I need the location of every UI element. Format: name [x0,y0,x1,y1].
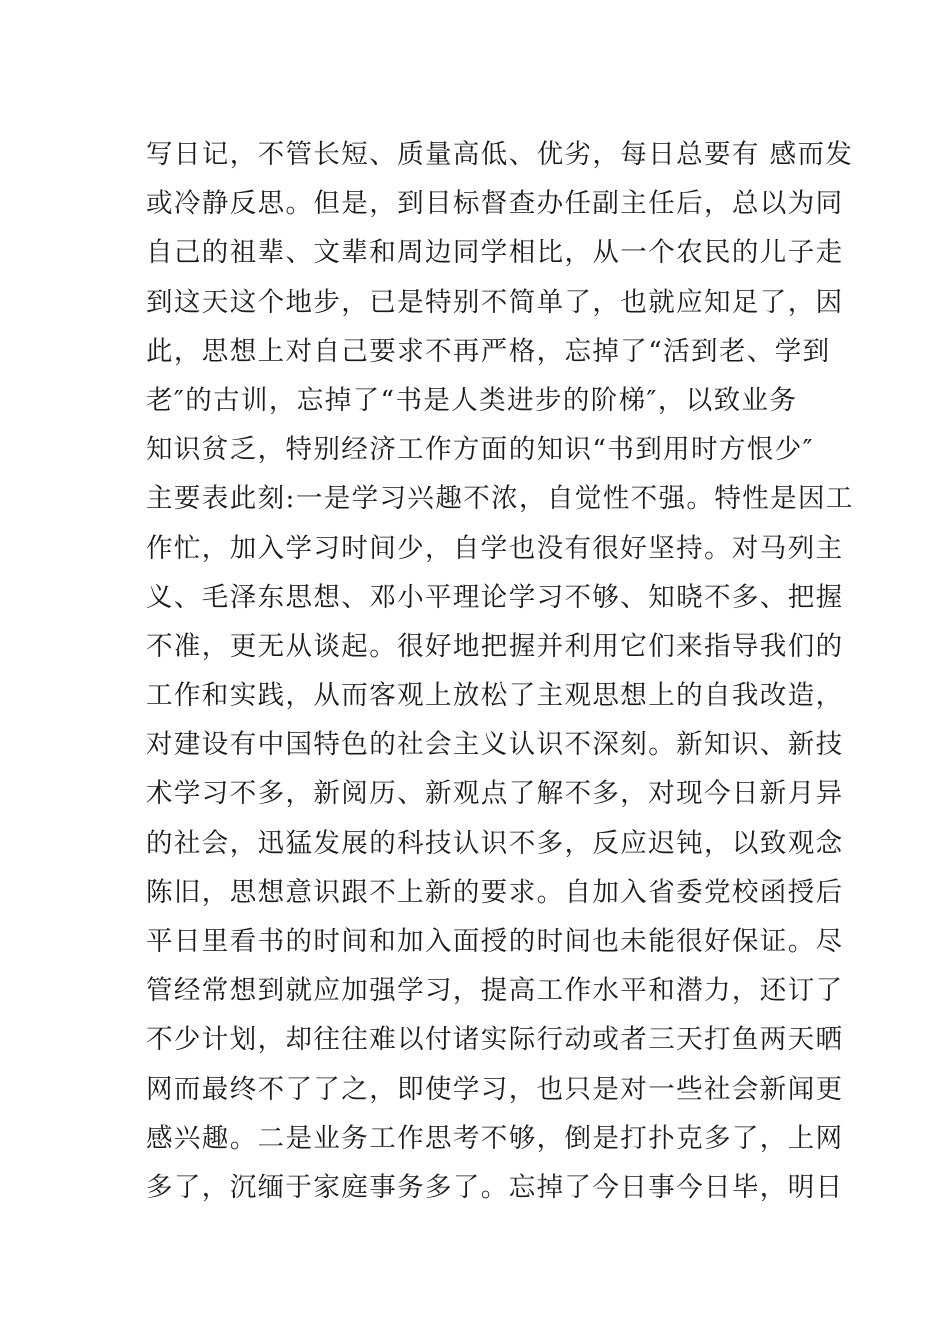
text-line: 到这天这个地步，已是特别不简单了，也就应知足了，因 [146,286,844,318]
text-line: 术学习不多，新阅历、新观点了解不多，对现今日新月异 [146,778,844,810]
text-line: 此，思想上对自己要求不再严格，忘掉了“活到老、学到 [146,335,831,367]
text-line: 工作和实践，从而客观上放松了主观思想上的自我改造， [146,680,844,712]
text-line: 感兴趣。二是业务工作思考不够，倒是打扑克多了，上网 [146,1122,844,1154]
text-line: 的社会，迅猛发展的科技认识不多，反应迟钝，以致观念 [146,827,844,859]
text-line: 主要表此刻:一是学习兴趣不浓，自觉性不强。特性是因工 [146,483,854,515]
text-line: 义、毛泽东思想、邓小平理论学习不够、知晓不多、把握 [146,581,844,613]
text-line: 对建设有中国特色的社会主义认识不深刻。新知识、新技 [146,729,844,761]
text-line: 自己的祖辈、文辈和周边同学相比，从一个农民的儿子走 [146,237,844,269]
text-line: 多了，沉缅于家庭事务多了。忘掉了今日事今日毕，明日 [146,1171,844,1203]
text-line: 平日里看书的时间和加入面授的时间也未能很好保证。尽 [146,926,844,957]
text-line: 知识贫乏，特别经济工作方面的知识“书到用时方恨少″ [146,434,814,466]
text-line: 管经常想到就应加强学习，提高工作水平和潜力，还订了 [146,975,844,1007]
text-line: 不少计划，却往往难以付诸实际行动或者三天打鱼两天晒 [146,1024,844,1056]
text-line: 不准，更无从谈起。很好地把握并利用它们来指导我们的 [146,630,844,662]
body-text [146,130,854,1212]
text-line: 或冷静反思。但是，到目标督查办任副主任后，总以为同 [146,188,844,220]
text-line: 网而最终不了了之，即使学习，也只是对一些社会新闻更 [146,1073,844,1105]
text-line: 作忙，加入学习时间少，自学也没有很好坚持。对马列主 [146,532,844,564]
text-line: 写日记，不管长短、质量高低、优劣，每日总要有 感而发 [146,139,854,170]
text-line: 陈旧，思想意识跟不上新的要求。自加入省委党校函授后 [146,876,844,908]
text-line: 老″的古训，忘掉了“书是人类进步的阶梯″，以致业务 [146,384,798,416]
